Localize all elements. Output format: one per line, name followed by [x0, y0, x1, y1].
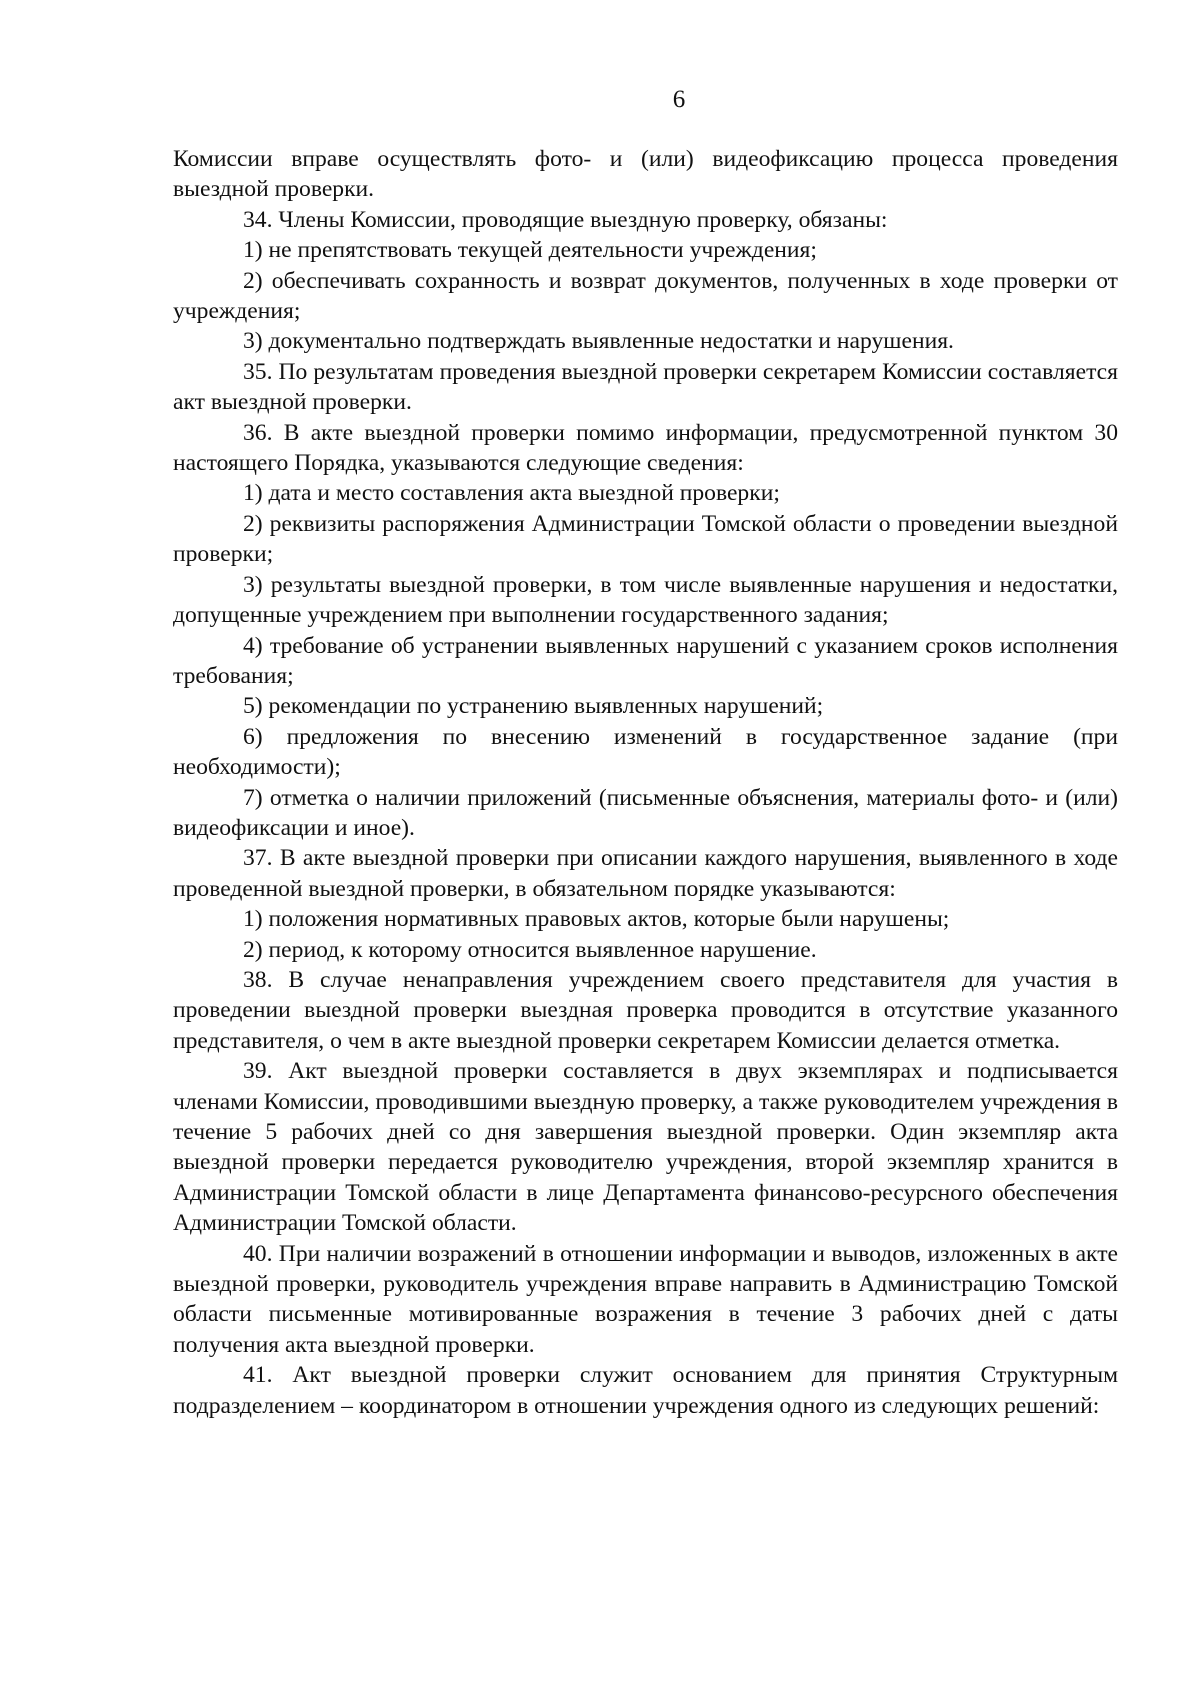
paragraph: 1) дата и место составления акта выездной проверки;	[243, 480, 780, 507]
paragraph: 2) обеспечивать сохранность и возврат документов, полученных в ходе проверки от учреждения;	[173, 267, 1118, 325]
paragraph: 37. В акте выездной проверки при описании каждого нарушения, выявленного в ходе проведенной выездной проверки, в обязательном порядке указываются:	[173, 845, 1118, 902]
paragraph: 35. По результатам проведения выездной проверки секретарем Комиссии составляется акт выездной проверки.	[173, 358, 1118, 416]
paragraph: 2) период, к которому относится выявленное нарушение.	[243, 936, 817, 963]
paragraph: 1) положения нормативных правовых актов, которые были нарушены;	[243, 906, 950, 933]
paragraph: 4) требование об устранении выявленных нарушений с указанием сроков исполнения требования;	[173, 632, 1118, 689]
paragraph: 41. Акт выездной проверки служит основанием для принятия Структурным подразделением – координатором в отношении учреждения одного из следующих решений:	[173, 1362, 1118, 1419]
paragraph: 2) реквизиты распоряжения Администрации Томской области о проведении выездной проверки;	[173, 510, 1118, 568]
paragraph: 5) рекомендации по устранению выявленных нарушений;	[243, 693, 824, 720]
page-number: 6	[672, 86, 686, 113]
paragraph: 1) не препятствовать текущей деятельности учреждения;	[243, 237, 817, 264]
paragraph: 40. При наличии возражений в отношении информации и выводов, изложенных в акте выездной проверки, руководитель учреждения вправе направить в Администрацию Томской области письменные мотивированные возражения в течение 3 рабочих дней с даты получения акта выездной проверки.	[173, 1240, 1118, 1358]
paragraph: 39. Акт выездной проверки составляется в двух экземплярах и подписывается членами Комиссии, проводившими выездную проверку, а также руководителем учреждения в течение 5 рабочих дней со дня завершения выездной проверки. Один экземпляр акта выездной проверки передается руководителю учреждения, второй экземпляр хранится в Администрации Томской области в лице Департамента финансово-ресурсного обеспечения Администрации Томской области.	[173, 1058, 1118, 1237]
paragraph: Комиссии вправе осуществлять фото- и (или) видеофиксацию процесса проведения выездной проверки.	[173, 146, 1118, 203]
paragraph: 34. Члены Комиссии, проводящие выездную проверку, обязаны:	[243, 206, 888, 233]
paragraph: 38. В случае ненаправления учреждением своего представителя для участия в проведении выездной проверки выездная проверка проводится в отсутствие указанного представителя, о чем в акте выездной проверки секретарем Комиссии делается отметка.	[173, 966, 1118, 1054]
document-body	[173, 144, 1118, 1421]
paragraph: 36. В акте выездной проверки помимо информации, предусмотренной пунктом 30 настоящего Порядка, указываются следующие сведения:	[173, 419, 1118, 477]
paragraph: 3) документально подтверждать выявленные недостатки и нарушения.	[243, 328, 954, 355]
paragraph: 3) результаты выездной проверки, в том числе выявленные нарушения и недостатки, допущенные учреждением при выполнении государственного задания;	[173, 571, 1118, 629]
paragraph: 6) предложения по внесению изменений в государственное задание (при необходимости);	[173, 723, 1118, 781]
paragraph: 7) отметка о наличии приложений (письменные объяснения, материалы фото- и (или) видеофиксации и иное).	[173, 784, 1118, 841]
